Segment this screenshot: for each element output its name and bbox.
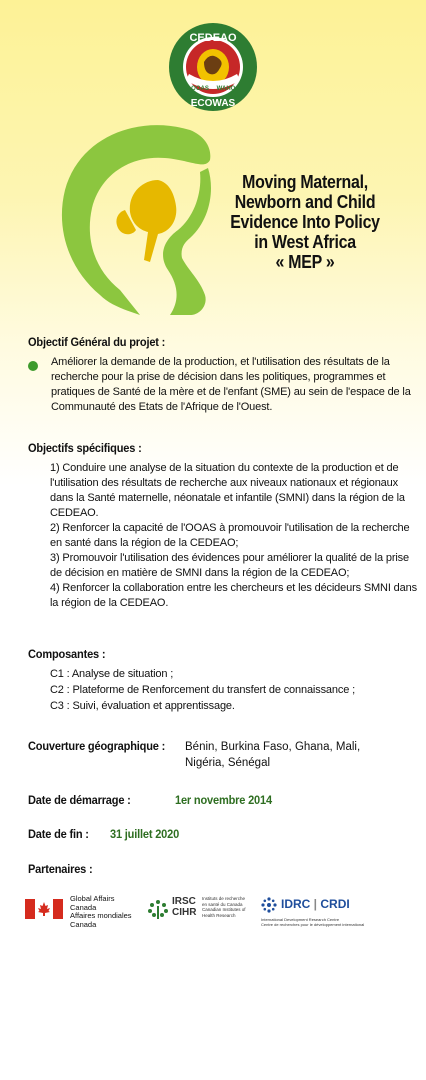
title-line: « MEP » — [275, 251, 335, 272]
gac-line: Canada — [70, 902, 97, 912]
composantes-list — [50, 666, 420, 714]
idrc-icon — [261, 897, 277, 913]
idrc-abbr1: IDRC — [281, 897, 311, 911]
project-title — [213, 172, 397, 272]
mother-child-silhouette — [40, 120, 240, 320]
demarrage-value: 1er novembre 2014 — [175, 793, 272, 807]
idrc-abbr2: CRDI — [320, 897, 350, 911]
list-item: 2) Renforcer la capacité de l'OOAS à promouvoir l'utilisation de la recherche en santé dans la région de la CEDEAO; — [50, 522, 410, 549]
irsc-line: en santé du Canada — [202, 901, 243, 907]
list-item: 3) Promouvoir l'utilisation des évidences pour améliorer la qualité de la prise de décision en matière de SMNI dans la région de la CEDEAO; — [50, 552, 409, 579]
title-line: Newborn and Child — [234, 191, 376, 212]
irsc-abbr-line: CIHR — [172, 907, 197, 918]
logo-ribbon-right: WAHO — [216, 86, 236, 92]
canada-flag-icon — [25, 899, 63, 919]
objectif-general-heading: Objectif Général du projet : — [28, 335, 166, 349]
gac-line: Canada — [70, 919, 97, 929]
demarrage-label: Date de démarrage : — [28, 793, 131, 807]
list-item: C1 : Analyse de situation ; — [50, 668, 174, 680]
idrc-abbr: IDRC | CRDI — [281, 897, 350, 911]
logo-top-text: CEDEAO — [189, 32, 237, 44]
composantes-heading: Composantes : — [28, 647, 106, 661]
list-item: 4) Renforcer la collaboration entre les chercheurs et les décideurs SMNI dans la région de la CEDEAO. — [50, 582, 417, 609]
couverture-label: Couverture géographique : — [28, 739, 166, 753]
list-item: 1) Conduire une analyse de la situation du contexte de la production et de l'utilisation des résultats de recherche aux niveaux nationaux et régionaux dans la Santé maternelle, néonatale et infantile (SMNI) dans la région de la CEDEAO. — [50, 462, 405, 519]
objectifs-specifiques-list — [50, 461, 420, 611]
irsc-text — [202, 896, 256, 918]
idrc-text — [261, 917, 364, 927]
gac-line: Affaires mondiales — [70, 911, 132, 920]
irsc-line: Instituts de recherche — [202, 896, 246, 901]
couverture-value — [185, 739, 385, 771]
fin-value: 31 juillet 2020 — [110, 827, 180, 841]
title-line: in West Africa — [254, 231, 356, 252]
list-item: C3 : Suivi, évaluation et apprentissage. — [50, 700, 235, 712]
cihr-leaf-icon — [146, 898, 170, 920]
bullet-icon — [28, 361, 38, 371]
irsc-abbr — [172, 896, 196, 918]
list-item: C2 : Plateforme de Renforcement du transfert de connaissance ; — [50, 684, 355, 696]
idrc-line: Centre de recherches pour le développement international — [261, 922, 365, 927]
logo-ribbon-left: OOAS — [191, 86, 209, 92]
gac-line: Global Affairs — [70, 894, 115, 903]
irsc-line: Health Research — [202, 912, 236, 918]
ecowas-logo — [168, 22, 258, 112]
couverture-line: Nigéria, Sénégal — [185, 757, 271, 769]
objectif-general-text: Améliorer la demande de la production, et l'utilisation des résultats de la recherche pour la prise de décision dans les politiques, programmes et pratiques de Santé de la mère et de l'enfant (SME) au sein de l'espace de la Communauté des Etats de l'Afrique de l'Ouest. — [51, 356, 411, 413]
logo-bottom-text: ECOWAS — [190, 98, 236, 109]
gac-logo-text — [70, 895, 132, 929]
fin-label: Date de fin : — [28, 827, 89, 841]
title-line: Evidence Into Policy — [230, 211, 380, 232]
irsc-abbr-line: IRSC — [172, 896, 196, 907]
couverture-line: Bénin, Burkina Faso, Ghana, Mali, — [185, 741, 361, 753]
objectifs-specifiques-heading: Objectifs spécifiques : — [28, 441, 142, 455]
irsc-line: Canadian Institutes of — [202, 907, 246, 912]
title-line: Moving Maternal, — [242, 171, 368, 192]
partenaires-heading: Partenaires : — [28, 862, 93, 876]
idrc-line: International Development Research Centre — [261, 917, 340, 922]
